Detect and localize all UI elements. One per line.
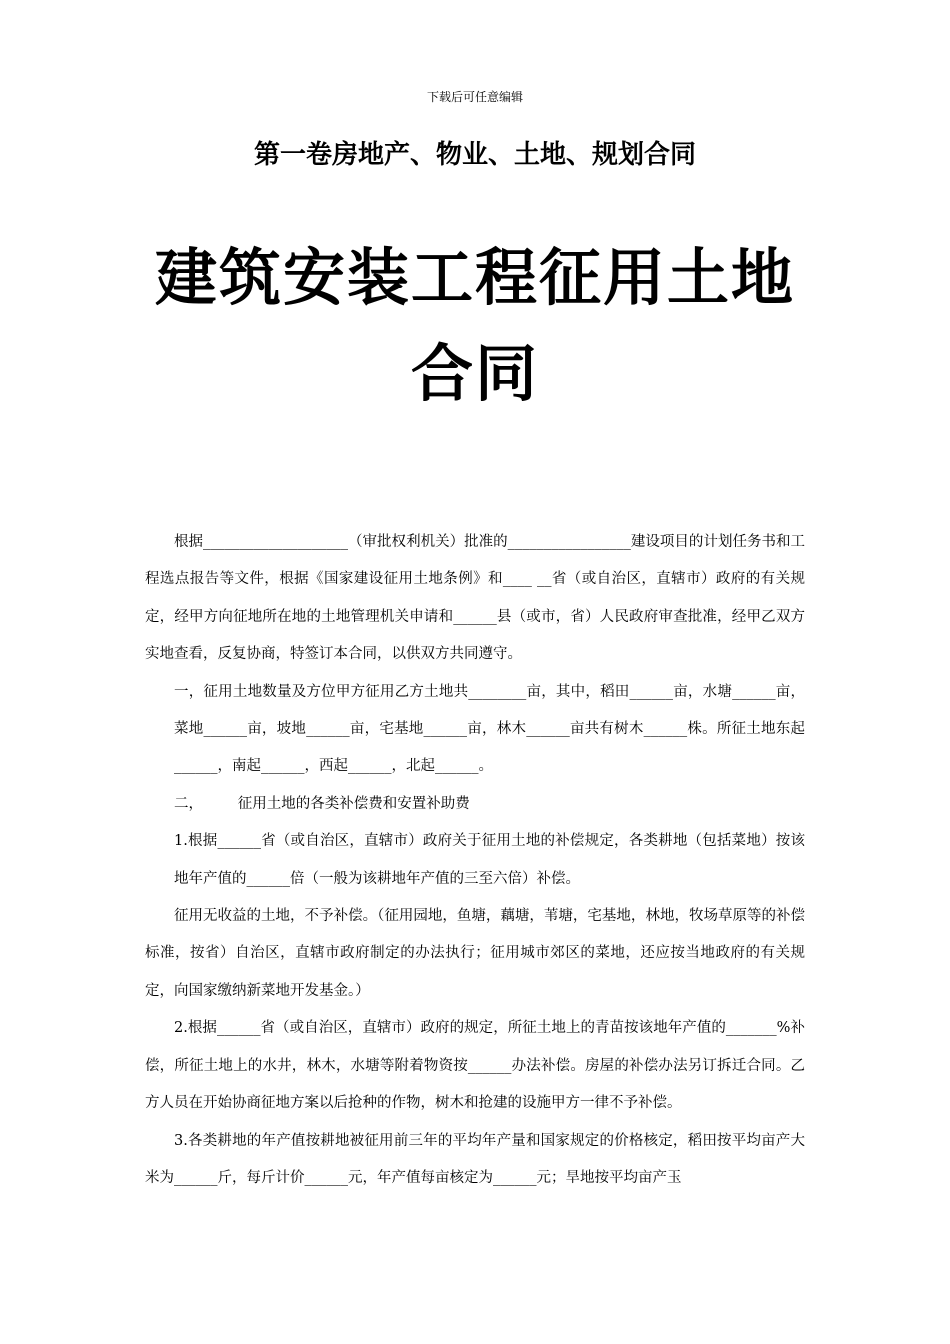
paragraph-section-1: 一，征用土地数量及方位甲方征用乙方土地共________亩，其中，稻田______亩，水塘______亩，菜地______亩，坡地______亩，宅基地______亩，林木______亩共有树木______株。所征土地东起______，南起______，西起______，北起______。 — [174, 683, 805, 775]
paragraph-clause-1: 1.根据______省（或自治区，直辖市）政府关于征用土地的补偿规定，各类耕地（包括菜地）按该地年产值的______倍（一般为该耕地年产值的三至六倍）补偿。 — [174, 833, 805, 887]
main-title-line1: 建筑安装工程征用土地 — [154, 241, 795, 314]
volume-title: 第一卷房地产、物业、土地、规划合同 — [253, 140, 696, 170]
header-note: 下载后可任意编辑 — [426, 90, 523, 104]
main-title-line2: 合同 — [410, 337, 539, 410]
paragraph-clause-2: 2.根据______省（或自治区，直辖市）政府的规定，所征土地上的青苗按该地年产值的_______%补偿，所征土地上的水井，林木，水塘等附着物资按______办法补偿。房屋的补偿办法另订拆迁合同。乙方人员在开始协商征地方案以后抢种的作物，树木和抢建的设施甲方一律不予补偿。 — [145, 1020, 805, 1112]
paragraph-clause-1-note: 征用无收益的土地，不予补偿。（征用园地，鱼塘，藕塘，苇塘，宅基地，林地，牧场草原等的补偿标准，按省）自治区，直辖市政府制定的办法执行；征用城市郊区的菜地，还应按当地政府的有关规定，向国家缴纳新菜地开发基金。） — [145, 908, 805, 999]
section-2-title: 征用土地的各类补偿费和安置补助费 — [237, 795, 470, 812]
paragraph-section-2-heading — [145, 786, 805, 823]
paragraph-clause-3: 3.各类耕地的年产值按耕地被征用前三年的平均年产量和国家规定的价格核定，稻田按平均亩产大米为______斤，每斤计价______元，年产值每亩核定为______元；旱地按平均亩产玉 — [145, 1132, 805, 1186]
section-2-number: 二， — [174, 795, 203, 812]
contract-body — [145, 524, 805, 1197]
paragraph-preamble: 根据____________________（审批权利机关）批准的_________________建设项目的计划任务书和工程选点报告等文件，根据《国家建设征用土地条例》和____ __省（或自治区，直辖市）政府的有关规定，经甲方向征地所在地的土地管理机关申请和______县（或市，省）人民政府审查批准，经甲乙双方实地查看，反复协商，特签订本合同，以供双方共同遵守。 — [145, 534, 805, 663]
